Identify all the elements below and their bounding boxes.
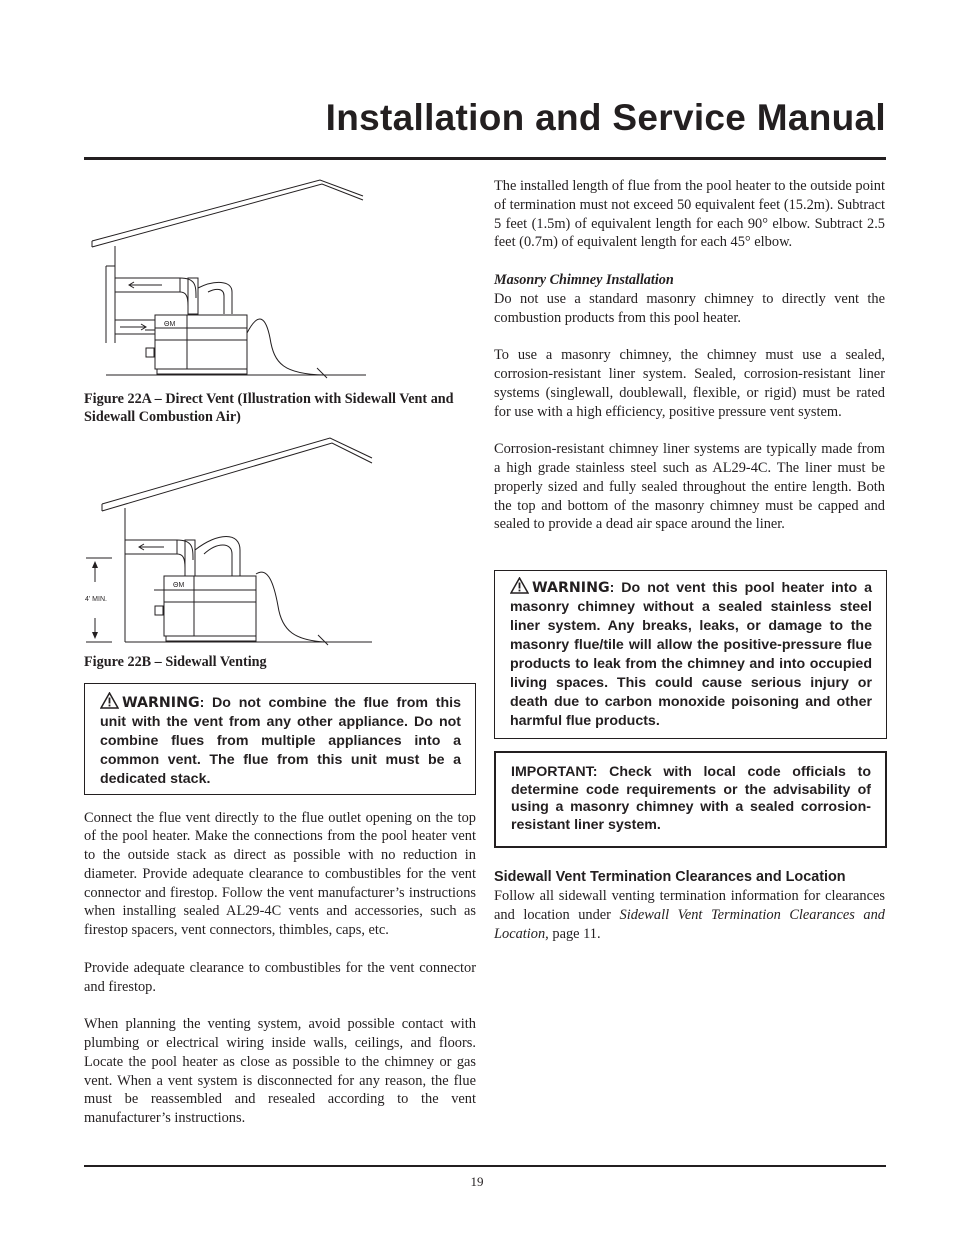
flue-warning-keyword: WARNING bbox=[122, 694, 200, 711]
masonry-warning-keyword: WARNING bbox=[532, 580, 610, 597]
sidewall-text: Follow all sidewall venting termination information for clearances and location under bbox=[494, 887, 885, 923]
warning-triangle-icon bbox=[100, 692, 119, 709]
page-number: 19 bbox=[470, 1174, 484, 1189]
flue-warning-box bbox=[84, 683, 476, 795]
paragraph-masonry-2: To use a masonry chimney, the chimney must use a sealed, corrosion-resistant liner system. Sealed, corrosion-resistant liner systems (singlewall, doublewall, flexible, or rigid) must be rated for use with a high efficiency, positive pressure vent system. bbox=[494, 347, 885, 420]
figure-22b-dimension-label: 4' MIN. bbox=[85, 596, 107, 603]
masonry-warning-box bbox=[494, 570, 887, 739]
paragraph-clearance: Provide adequate clearance to combustibles for the vent connector and firestop. bbox=[84, 959, 476, 995]
warning-triangle-icon bbox=[510, 577, 529, 594]
page-title: Installation and Service Manual bbox=[325, 97, 886, 138]
paragraph-masonry-1: Do not use a standard masonry chimney to directly vent the combustion products from this pool heater. bbox=[494, 290, 885, 326]
sidewall-page-ref: , page 11. bbox=[545, 925, 601, 942]
masonry-warning-text: : Do not vent this pool heater into a masonry chimney without a sealed stainless steel liner system. Any breaks, leaks, or damage to the masonry flue/tile will allow the positive-pressure flue products to leak from the chimney and into occupied living spaces. This could cause serious injury or death due to carbon monoxide poisoning and other harmful flue products. bbox=[510, 580, 872, 730]
figure-22b-diagram bbox=[84, 434, 476, 652]
paragraph-sidewall bbox=[494, 887, 885, 943]
important-notice-text: IMPORTANT: Check with local code officials to determine code requirements or the advisability of using a masonry chimney with a sealed corrosion-resistant liner system. bbox=[511, 764, 871, 833]
figure-22b-unit-label: ΘM bbox=[173, 582, 185, 589]
right-column bbox=[494, 177, 885, 943]
footer-rule bbox=[84, 1165, 886, 1167]
figure-22b-caption: Figure 22B – Sidewall Venting bbox=[84, 654, 267, 670]
important-notice-box bbox=[494, 751, 887, 848]
figure-22a-caption: Figure 22A – Direct Vent (Illustration with Sidewall Vent and Sidewall Combustion Air) bbox=[84, 391, 454, 425]
flue-warning-text: : Do not combine the flue from this unit with the vent from any other appliance. Do not combine flues from multiple appliances into a common vent. The flue from this unit must be a dedicated stack. bbox=[100, 694, 461, 787]
sidewall-reference: Sidewall Vent Termination Clearances and Location bbox=[494, 906, 885, 942]
paragraph-masonry-3: Corrosion-resistant chimney liner systems are typically made from a high grade stainless steel such as AL29-4C. The liner must be properly sized and fully sealed throughout the entire length. Both the top and bottom of the masonry chimney must be capped and sealed to provide a dead air space around the liner. bbox=[494, 441, 885, 533]
paragraph-planning: When planning the venting system, avoid possible contact with plumbing or electrical wiring inside walls, ceilings, and floors. Locate the pool heater as close as possible to the chimney or gas vent. When a vent system is disconnected for any reason, the flue must be reassembled and resealed according to the vent manufacturer’s instructions. bbox=[84, 1016, 476, 1127]
paragraph-flue-length: The installed length of flue from the pool heater to the outside point of termination must not exceed 50 equivalent feet (15.2m). Subtract 5 feet (1.5m) of equivalent length for each 90° elbow. Subtract 2.5 feet (0.7m) of equivalent length for each 45° elbow. bbox=[494, 178, 885, 251]
left-column bbox=[84, 168, 476, 1128]
header-rule bbox=[84, 157, 886, 160]
masonry-heading: Masonry Chimney Installation bbox=[494, 271, 674, 288]
paragraph-connect-flue: Connect the flue vent directly to the flue outlet opening on the top of the pool heater. Make the connections from the pool heater vent to the outside stack as direct as possible with no reduction in diameter. Provide adequate clearance to combustibles for the vent connector and firestop. Follow the vent manufacturer’s instructions when installing sealed AL29-4C vents and accessories, such as firestop spacers, vent connectors, thimbles, caps, etc. bbox=[84, 809, 476, 939]
figure-22a-diagram bbox=[84, 168, 476, 386]
sidewall-heading: Sidewall Vent Termination Clearances and Location bbox=[494, 869, 846, 886]
figure-22a-unit-label: ΘM bbox=[164, 321, 176, 328]
